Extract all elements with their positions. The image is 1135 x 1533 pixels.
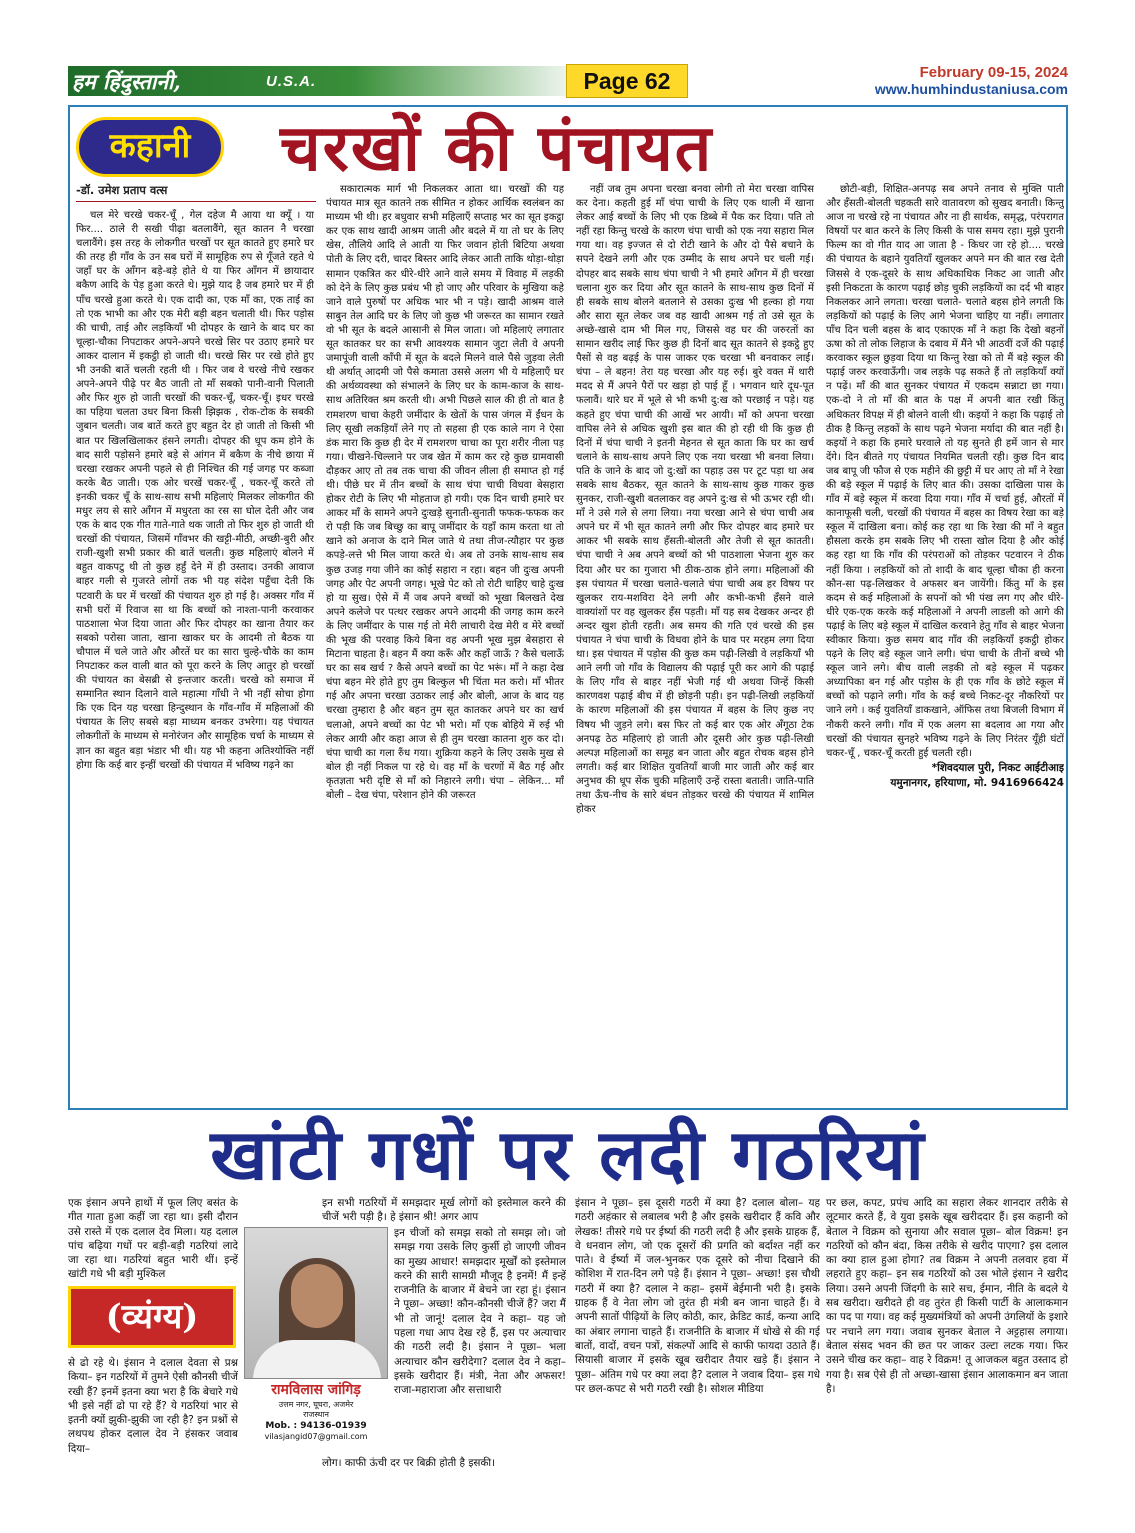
story-signature-line-2: यमुनानगर, हरियाणा, मो. 9416966424 (890, 776, 1064, 789)
story-author: -डॉ. उमेश प्रताप वत्स (76, 183, 168, 197)
author-photo (244, 1227, 388, 1379)
satire-title: खांटी गधों पर लदी गठरियां (210, 1113, 926, 1196)
publication-logo: हम हिंदुस्तानी, (72, 69, 181, 94)
story-article (68, 105, 1068, 1110)
author-name: रामविलास जांगिड़ (271, 1382, 361, 1398)
story-column-4: छोटी-बड़ी, शिक्षित-अनपढ़ सब अपने तनाव से मुक्ति पाती और हँसती-बोलती चहकती सारे वातावरण को सुखद बनाती। किन्तु आज ना चरखे रहे ना पंचायत और ना ही सार्थक, समृद्ध, परंपरागत विषयों पर बात करने के लिए किसी के पास समय रहा। मुझे पुरानी फिल्म का वो गीत याद आ जाता है - किधर जा रहे हो.... चरखे की पंचायत के बहाने युवतियाँ खुलकर अपने मन की बात रख देती जिससे वे एक-दूसरे के साथ अधिकाधिक निकट आ जाती और इसी निकटता के कारण पढ़ाई छोड़ चुकी लड़कियों का दर्द भी बाहर निकलकर आने लगता। चरखा चलाते- चलाते बहस होने लगती कि लड़कियों को पढ़ाई के लिए आगे भेजना चाहिए या नहीं। लगातार पाँच दिन चली बहस के बाद एकाएक माँ ने कहा कि देखो बहनों ऊषा को तो लोक लिहाज के दबाव में मैंने भी आठवीं दर्जे की पढ़ाई करवाकर स्कूल छुड़वा दिया था किन्तु रेखा को तो मैं बड़े स्कूल की पढ़ाई जरुर करवाऊँगी। जब लड़के पढ़ सकते हैं तो लड़कियाँ क्यों न पढ़ें। माँ की बात सुनकर पंचायत में एकदम सन्नाटा छा गया। एक-दो ने तो माँ की बात के पक्ष में अपनी बात रखी किंतु अधिकतर विपक्ष में ही बोलने वाली थी। कइयों ने कहा कि पढ़ाई तो ठीक है किन्तु लड़कों के साथ पढ़ने भेजना मर्यादा की बात नहीं है। कइयों ने कहा कि हमारे घरवाले तो यह सुनते ही हमें जान से मार देंगे। दिन बीतते गए पंचायत नियमित चलती रही। कुछ दिन बाद जब बापू जी फौज से एक महीने की छुट्टी में घर आए तो माँ ने रेखा की बड़े स्कूल में पढ़ाई के लिए बात की। उसका दाखिला पास के गाँव में बड़े स्कूल में करवा दिया गया। गाँव में चर्चा हुई, औरतों में कानाफूसी चली, चरखों की पंचायत में बहस का विषय रेखा का बड़े स्कूल में दाखिला बना। कोई कह रहा था कि रेखा की माँ ने बहुत हौसला करके हम सबके लिए भी रास्ता खोल दिया है और कोई कह रहा था कि गाँव की परंपराओं को तोड़कर पटवारन ने ठीक नहीं किया । लड़कियों को तो शादी के बाद चूल्हा चौका ही करना कौन-सा पढ़-लिखकर वे अफसर बन जायेंगी। किंतु माँ के इस कदम से कई महिलाओं के सपनों को भी पंख लग गए और धीरे-धीरे एक-एक करके कई महिलाओं ने अपनी लाडली को आगे की पढ़ाई के लिए बड़े स्कूल में दाखिल करवाने हेतु गाँव से बाहर भेजना स्वीकार किया। कुछ समय बाद गाँव की लड़कियाँ इकट्ठी होकर पढ़ने के लिए बड़े स्कूल जाने लगी। चंपा चाची के तीनों बच्चे भी स्कूल जाने लगे। बीच वाली लड़की तो बड़े स्कूल में पढ़कर अध्यापिका बन गई और पड़ोस के ही एक गाँव के छोटे स्कूल में बच्चों को पढ़ाने लगी। गाँव के कई बच्चे निकट-दूर नौकरियों पर जाने लगे । कई युवतियाँ डाकखाने, ऑफिस तथा बिजली विभाग में नौकरी करने लगी। गाँव में एक अलग सा बदलाव आ गया और चरखों की पंचायत सुनहरे भविष्य गढ़ने के लिए निरंतर यूँही घंटों चकर-चूँ , चकर-चूँ करती हुई चलती रही। *शिवदयाल पुरी, निकट आईटीआइ यमुनानगर, हरियाणा, मो. 9416966424 (826, 184, 1064, 789)
story-signature-line-1: *शिवदयाल पुरी, निकट आईटीआइ (931, 761, 1064, 774)
satire-body-col3: इंसान ने पूछा– इस दूसरी गठरी में क्या है? दलाल बोला– यह गठरी अहंकार से लबालब भरी है और इसके खरीदार हैं कवि और लेखक! तीसरे गधे पर ईर्ष्या की गठरी लदी है और इसके ग्राहक हैं, वे धनवान लोग, जो एक दूसरों की प्रगति को बर्दाश्त नहीं कर पाते। वे ईर्ष्या में जल-भुनकर एक दूसरे को नीचा दिखाने की कोशिश में रात-दिन लगे पड़े हैं। इंसान ने पूछा– अच्छा! इस चौथी गठरी में क्या है? दलाल ने कहा– इसमें बेईमानी भरी है। इसके ग्राहक हैं वे नेता लोग जो तुरंत ही मंत्री बन जाना चाहते हैं। वे अपनी सातों पीढ़ियों के लिए कोठी, कार, क्रेडिट कार्ड, कन्या आदि का अंबार लगाना चाहते हैं। राजनीति के बाजार में धोखे से की गई बातों, वादों, वचन पत्रों, संकल्पों आदि से काफी फायदा उठाते हैं। सियासी बाजार में इसके खूब खरीदार तैयार खड़े हैं। इंसान ने पूछा– अंतिम गधे पर क्या लदा है? दलाल ने जवाब दिया– इस गधे पर छल-कपट से भरी गठरी रखी है। सोशल मीडिया (575, 1197, 820, 1395)
satire-body-intro: एक इंसान अपने हाथों में फूल लिए बसंत के गीत गाता हुआ कहीं जा रहा था। इसी दौरान उसे रास्ते में एक दलाल देव मिला। यह दलाल पांच बढ़िया गधों पर बड़ी-बड़ी गठरियां लादे जा रहा था। गठरियां बहुत भारी थीं। इन्हें खांटी गधे भी बड़ी मुश्किल (68, 1197, 238, 1281)
satire-body-col2-top: इन सभी गठरियों में समझदार मूर्ख लोगों को इस्तेमाल करने की चीजें भरी पड़ी है। हे इंसान श्री! अगर आप (322, 1197, 566, 1224)
story-column-2: सकारात्मक मार्ग भी निकलकर आता था। चरखों की यह पंचायत मात्र सूत कातने तक सीमित न होकर आर्थिक स्वलंबन का माध्यम भी थी। हर बधुवार सभी महिलाएँ सप्ताह भर का सूत इकट्ठा कर एक साथ खादी आश्रम जाती और बदले में या तो घर के लिए खेस, तौलिये आदि ले आती या फिर जवान होती बिटिया अथवा पोती के लिए दरी, चादर बिस्तर आदि लेकर आती ताकि थोड़ा-थोड़ा सामान एकत्रित कर धीरे-धीरे आने वाले समय में विवाह में लड़की को देने के लिए कुछ प्रबंध भी हो जाए और परिवार के मुखिया कहे जाने वाले पुरुषों पर अधिक भार भी न पड़े। खादी आश्रम वाले साबुन तेल आदि घर के लिए जो कुछ भी जरूरत का सामान रखते वो भी सूत के बदले आसानी से मिल जाता। जो महिलाएं लगातार सूत कातकर घर का सभी आवश्यक सामान जुटा लेती वे अपनी जमापूंजी वाली काँपी में सूत के बदले मिलने वाले पैसे जुड़वा लेती थी अर्थात् आदमी जो पैसे कमाता उससे अलग भी ये महिलाएँ घर की अर्थव्यवस्था को संभालने के लिए घर के काम-काज के साथ-साथ अतिरिक्त श्रम करती थी। अभी पिछले साल की ही तो बात है रामशरण चाचा केहरी जमींदार के खेतों के पास जंगल में ईंधन के लिए सूखी लकड़ियाँ लेने गए तो सहसा ही एक काले नाग ने ऐसा डंक मारा कि कुछ ही देर में रामशरण चाचा का पूरा शरीर नीला पड़ गया। चीखने-चिल्लाने पर जब खेत में काम कर रहे कुछ ग्रामवासी दौड़कर आए तो तब तक चाचा की जीवन लीला ही समाप्त हो गई थी। पीछे घर में तीन बच्चों के साथ चंपा चाची विधवा बेसहारा होकर रोटी के लिए भी मोहताज हो गयी। एक दिन चाची हमारे घर आकर माँ के सामने अपने दुःखड़े सुनाती-सुनाती फफक-फफक कर रो पड़ी कि जब बिच्छु का बापू जमींदार के यहाँ काम करता था तो खाने को अनाज के दाने मिल जाते थे तथा तीज-त्यौहार पर कुछ कपड़े-लत्ते भी मिल जाया करते थे। अब तो उनके साथ-साथ सब कुछ उजड़ गया जीने का कोई सहारा न रहा। बहन जी दुःख अपनी जगह और पेट अपनी जगह। भूखे पेट को तो रोटी चाहिए चाहे दुःख हो या सुख। ऐसे में मैं जब अपने बच्चों को भूखा बिलखते देख अपने कलेजे पर पत्थर रखकर अपने आदमी की जगह काम करने के लिए जमींदार के पास गई तो मेरी लाचारी देख मेरी व मेरे बच्चों की भूख की परवाह किये बिना वह अपनी भूख मुझ बेसहारा से मिटाना चाहता है। बहन मैं क्या करूँ और कहाँ जाऊँ ? कैसे चलाऊँ घर का सब खर्च ? कैसे अपने बच्चों का पेट भरूं। माँ ने कहा देख चंपा बहन मेरे होते हुए तुम बिल्कुल भी चिंता मत करो। माँ भीतर गई और अपना चरखा उठाकर लाई और बोली, आज के बाद यह चरखा तुम्हारा है और बहन तुम सूत कातकर अपने घर का खर्च चलाओ, अपने बच्चों का पेट भी भरो। माँ एक बोहिये में रुई भी लेकर आयी और कहा आज से ही तुम चरखा कातना शुरु कर दो। चंपा चाची का गला रुँध गया। शुक्रिया कहने के लिए उसके मुख से बोल ही नहीं निकल पा रहे थे। वह माँ के चरणों में बैठ गई और कृतज्ञता भरी दृष्टि से माँ को निहारने लगी। चंपा – लेकिन... माँ बोली – देख चंपा, परेशान होने की जरूरत (326, 184, 564, 802)
satire-body-col4: पर छल, कपट, प्रपंच आदि का सहारा लेकर शानदार तरीके से लूटमार करते हैं, वे युवा इसके खूब खरीददार हैं। इस कहानी को बेताल ने विक्रम को सुनाया और सवाल पूछा– बोल विक्रम! इन गठरियों को कौन बंदा, किस तरीके से खरीद पाएगा? इस दलाल का क्या हाल हुआ होगा? तब विक्रम ने अपनी तलवार हवा में लहराते हुए कहा– इन सब गठरियों को उस भोले इंसान ने खरीद लिया। उसने अपनी जिंदगी के सारे सच, ईमान, नीति के बदले ये सब खरीदा। खरीदते ही वह तुरंत ही किसी पार्टी के आलाकमान का पद पा गया। वह कई मुख्यमंत्रियों को अपनी उंगलियों के इशारे पर नचाने लग गया। जवाब सुनकर बेताल ने अट्टहास लगाया। बेताल संसद भवन की छत पर जाकर उल्टा लटक गया। फिर उसने चीख कर कहा– वाह रे विक्रम! तू आजकल बहुत उस्ताद हो गया है। सब ऐसे ही तो अच्छा-खासा इंसान आलाकमान बन जाता है। (826, 1197, 1068, 1395)
story-column-3: नहीं जब तुम अपना चरखा बनवा लोगी तो मेरा चरखा वापिस कर देना। कहती हुई माँ चंपा चाची के लिए एक थाली में खाना लेकर आई बच्चों के लिए भी एक डिब्बे में पैक कर दिया। पति तो नहीं रहा किन्तु चरखे के कारण चंपा चाची को एक नया सहारा मिल गया था। वह इज्जत से दो रोटी खाने के और दो पैसे बचाने के सपने देखने लगी और एक उम्मीद के साथ अपने घर चली गई। दोपहर बाद सबके साथ चंपा चाची ने भी हमारे आँगन में ही चरखा चलाना शुरु कर दिया और सूत कातने के साथ-साथ कुछ दिनों में ही सबके साथ बोलने बतलाने से उसका दुःख भी हल्का हो गया और सारा सूत लेकर जब वह खादी आश्रम गई तो उसे सूत के अच्छे-खासे दाम भी मिल गए, जिससे वह घर की जरुरतों का सामान खरीद लाई फिर कुछ ही दिनों बाद सूत कातने से इकट्ठे हुए पैसों से वह बढ़ई के पास जाकर एक चरखा भी बनवाकर लाई। चंपा – ले बहन! तेरा यह चरखा और यह रुई। बुरे वक्त में थारी मदद से मैं अपने पैरों पर खड़ा हो पाई हूँ । भगवान थारे दूध-पूत फलावैं। थारे घर में भूले से भी कभी दु:ख को परछाई न पड़े। यह कहते हुए चंपा चाची की आखें भर आयी। माँ को अपना चरखा वापिस लेने से अधिक खुशी इस बात की हो रही थी कि कुछ ही दिनों में चंपा चाची ने इतनी मेहनत से सूत काता कि घर का खर्च चलाने के साथ-साथ अपने लिए एक नया चरखा भी बनवा लिया। पति के जाने के बाद जो दु:खों का पहाड़ उस पर टूट पड़ा था अब सबके साथ बैठकर, सूत कातने के साथ-साथ कुछ गाकर कुछ सुनकर, राजी-खुशी बतलाकर वह अपने दु:ख से भी ऊभर रही थी। माँ ने उसे गले से लगा लिया। नया चरखा आने से चंपा चाची अब अपने घर में भी सूत कातने लगी और फिर दोपहर बाद हमारे घर आकर भी सबके साथ हँसती-बोलती और तेजी से सूत कातती। चंपा चाची ने अब अपने बच्चों को भी पाठशाला भेजना शुरु कर दिया और घर का गुजारा भी ठीक-ठाक होने लगा। महिलाओं की इस पंचायत में चरखा चलाते-चलाते चंपा चाची अब हर विषय पर खुलकर राय-मशविरा देने लगी और कभी-कभी हँसने वाले वाक्यांशों पर वह खुलकर हँस पड़ती। माँ यह सब देखकर अन्दर ही अन्दर खुश होती रहती। अब समय की गति एवं चरखे की इस पंचायत ने चंपा चाची के विधवा होने के घाव पर मरहम लगा दिया था। इस पंचायत में पड़ोस की कुछ कम पढ़ी-लिखी वे लड़कियाँ भी आने लगी जो गाँव के विद्यालय की पढ़ाई पूरी कर आगे की पढ़ाई के लिए गाँव से बाहर नहीं भेजी गई थी अथवा जिन्हें किसी कारणवश पढ़ाई बीच में ही छोड़नी पड़ी। इन पढ़ी-लिखी लड़कियों के कारण महिलाओं की इस पंचायत में बहस के लिए कुछ नए विषय भी जुड़ने लगे। बस फिर तो कई बार एक ओर अँगूठा टेक अनपढ़ ठेठ महिलाएं हो जाती और दूसरी ओर कुछ पढ़ी-लिखी अल्पज्ञ महिलाओं का समूह बन जाता और बहुत रोचक बहस होने लगती। कई बार शिक्षित युवतियाँ बाजी मार जाती और कई बार अनुभव की धूप सेंक चुकी महिलाएँ उन्हें रास्ता बताती। जाति-पाति तथा ऊँच-नीच के सारे बंधन तोड़कर चरखे की पंचायत में शामिल होकर (576, 184, 814, 816)
satire-body-col2-end: लोग। काफी ऊंची दर पर बिक्री होती है इसकी। (322, 1457, 496, 1469)
author-address-line-2: राजस्थान (303, 1410, 329, 1419)
page-number: Page 62 (566, 64, 688, 98)
photo-face (291, 1264, 343, 1328)
satire-body-col2-wrap: इन चीजों को समझ सको तो समझ लो। जो समझ गया उसके लिए कुर्सी हो जाएगी जीवन का मुख्य आधार! समझदार मूर्खों को इस्तेमाल करने की सारी सामग्री मौजूद है इनमें! मैं इन्हें राजनीति के बाजार में बेचने जा रहा हूं। इंसान ने पूछा– अच्छा! कौन-कौनसी चीजें हैं? जरा मैं भी तो जानूं! दलाल देव ने कहा– यह जो पहला गधा आप देख रहे हैं, इस पर अत्याचार की गठरी लदी है। इंसान ने पूछा– भला अत्याचार कौन खरीदेगा? दलाल देव ने कहा– इसके खरीदार हैं। मंत्री, नेता और अफसर! राजा-महाराजा और सत्ताधारी (394, 1227, 566, 1397)
author-address-line-1: उत्तम नगर, घूघरा, अजमेर (278, 1400, 354, 1409)
page-header (68, 64, 1068, 102)
publication-country: U.S.A. (266, 73, 317, 90)
website-link[interactable]: www.humhindustaniusa.com (874, 81, 1068, 97)
story-title: चरखों की पंचायत (280, 111, 714, 186)
photo-shirt (253, 1340, 381, 1379)
satire-section-badge: (व्यंग्य) (68, 1286, 236, 1348)
issue-date: February 09-15, 2024 (919, 64, 1068, 81)
author-email[interactable]: vilasjangid07@gmail.com (264, 1432, 368, 1441)
author-mobile: Mob. : 94136-01939 (265, 1421, 367, 1431)
author-divider (76, 201, 316, 202)
satire-body-col1-cont: से ढो रहे थे। इंसान ने दलाल देवता से प्रश्न किया– इन गठरियों में तुमने ऐसी कौनसी चीजें रखी हैं? इनमें इतना क्या भरा है कि बेचारे गधे भी इसे नहीं ढो पा रहे हैं? ये गठरियां भार से इतनी क्यों झुकी-झुकी जा रही है? इन प्रश्नों से लथपथ होकर दलाल देव ने हंसकर जवाब दिया– (68, 1357, 238, 1455)
author-card (244, 1380, 388, 1452)
story-column-1: चल मेरे चरखे चकर-चूँ , गेल दहेज मै आया था क्यूँ । या फिर.... ठाले री सखी पीढ़ा बतलावैंगे, सूत कातन नै चरखा चलावैंगे। इस तरह के लोकगीत चरखों पर सूत कातते हुए हमारे घर की तरह ही गाँव के उन सब घरों में सामूहिक रुप से गूँजते रहते थे जहाँ घर के आँगन बड़े-बड़े होते थे या फिर आँगन में छायादार बकैण आदि के पेड़ हुआ करते थे। मुझे याद है जब हमारे घर में ही पाँच चरखे हुआ करते थे। एक दादी का, एक माँ का, एक ताई का तो एक भाभी का और एक मेरी बड़ी बहन चलाती थी। फिर पड़ोस की चाची, ताई और लड़कियाँ भी दोपहर के खाने के बाद घर का चूल्हा-चौका निपटाकर अपने-अपने चरखे सिर पर उठाए हमारे घर आकर दालान में इकट्ठी हो जाती थी। चरखे सिर पर रखे होते हुए भी उनकी बातें चलती रहती थी । फिर जब वे चरखे नीचे रखकर अपने-अपने पीढ़े पर बैठ जाती तो माँ सबको पानी-वानी पिलाती और फिर शुरु हो जाती चरखों की चकर-चूँ, चकर-चूँ। इधर चरखे का पहिया चलता उधर बिना किसी झिझक , रोक-टोक के सबकी जुबान चलती। जब बातें करते हुए बहुत देर हो जाती तो किसी भी बात पर खिलखिलाकर हंसने लगती। दोपहर की धूप कम होने के बाद सारी पड़ोसने हमारे बड़े से आंगन में बकैण के नीचे छाया में चरखा रखकर अपनी पहले से ही निश्चित की गई जगह पर कब्जा करके बैठ जाती। एक ओर चरखें चकर-चूँ , चकर-चूँ करते तो इनकी चकर चूँ के साथ-साथ सभी महिलाएं मिलकर लोकगीत की मधुर लय से सारे आँगन में मधुरता का रस सा घोल देती और जब एक के बाद एक गीत गाते-गाते थक जाती तो फिर शुरु हो जाती थी चरखों की पंचायत, जिसमें गाँवभर की खट्टी-मीठी, अच्छी-बुरी और राजी-खुशी सभी प्रकार की बातें चलती। कुछ महिलाएं बोलने में बहुत वाकपटु थी तो कुछ हर्हुं देने में ही उस्ताद। उनकी आवाज बाहर गली से गुजरते लोगों तक भी यह संदेश पहुँचा देती कि पटवारी के घर में चरखों की पंचायत शुरु हो गई है। अक्सर गाँव में सभी घरों में रिवाज सा था कि बच्चों को नाश्ता-पानी करवाकर पाठशाला भेज दिया जाता और फिर दोपहर का खाना तैयार कर सबको परोसा जाता, खाना खाकर घर के आदमी तो बैठक या चौपाल में चले जाते और औरतें घर का सारा चुल्हे-चौके का काम निपटाकर कल वाली बात को पूरा करने के लिए आतुर हो चरखों की पंचायत का बेसब्री से इन्तजार करती। चरखे को समाज में सम्मानित स्थान दिलाने वाले महात्मा गाँधी ने भी नहीं सोचा होगा कि एक दिन यह चरखा हिन्दुस्थान के गाँव-गाँव में महिलाओं की पंचायत के लिए सबसे बड़ा माध्यम बनकर उभरेगा। यह पंचायत लोकगीतों के माध्यम से मनोरंजन और सामूहिक चर्चा के माध्यम से ज्ञान का बहुत बड़ा भंडार भी थी। यह भी कहना अतिश्योक्ति नहीं होगा कि कई बार इन्हीं चरखों की पंचायत में भविष्य गढ़ने का (76, 210, 314, 771)
story-section-badge: कहानी (76, 117, 224, 177)
